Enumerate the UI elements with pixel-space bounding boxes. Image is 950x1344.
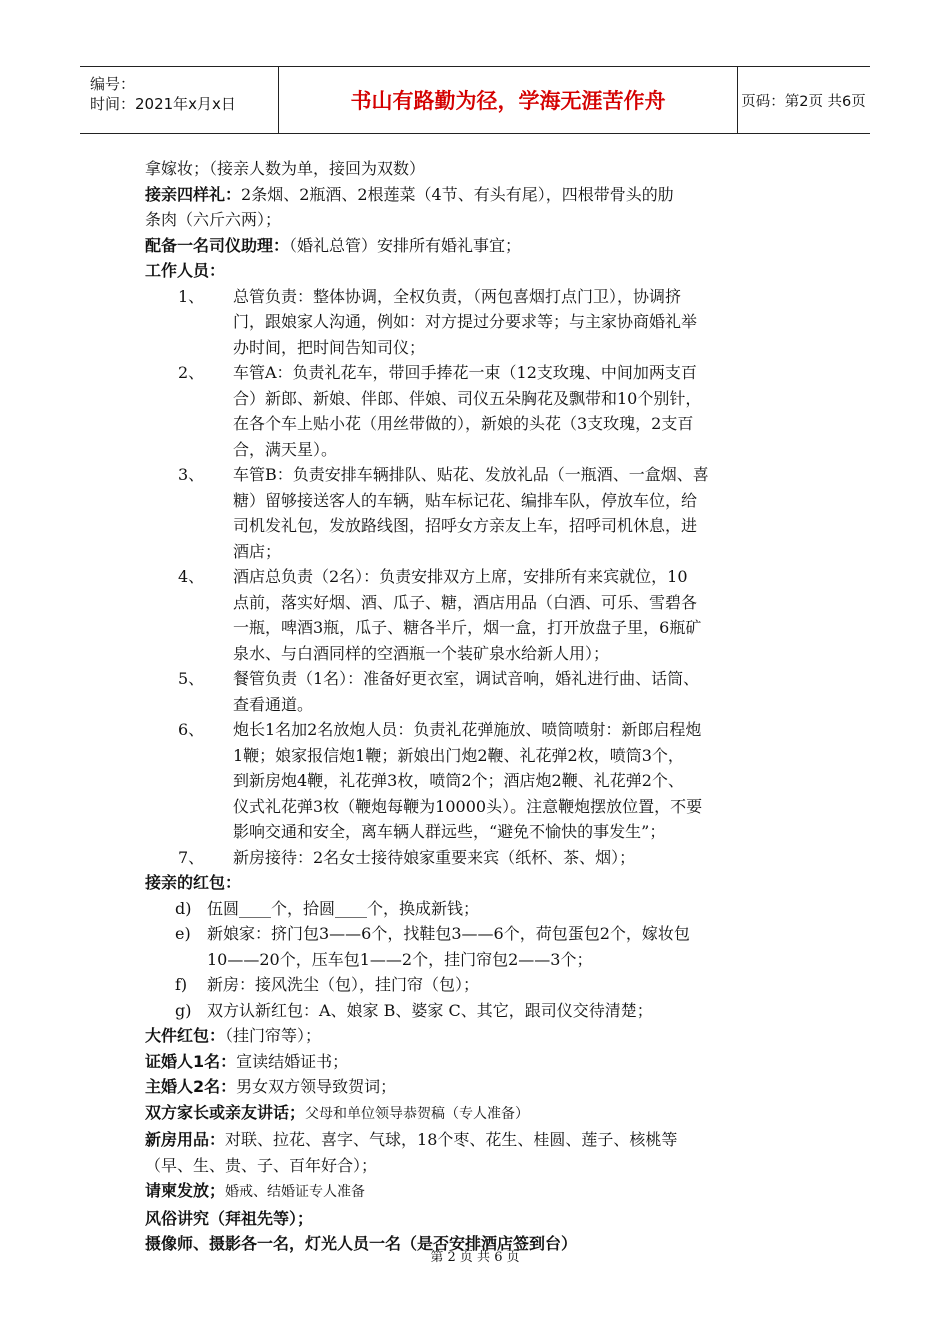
- paragraph-room: [145, 1127, 805, 1153]
- paragraph-big-redpacket: [145, 1023, 805, 1049]
- staff-item-line: 查看通道。: [233, 694, 314, 714]
- paragraph-speech: [145, 1100, 805, 1128]
- staff-title: 工作人员：: [145, 261, 226, 280]
- staff-item-number: 1、: [178, 286, 205, 306]
- redpacket-item-text: [207, 921, 805, 972]
- redpacket-item-letter: g): [175, 1000, 192, 1020]
- big-redpacket-title: 大件红包：: [145, 1026, 226, 1045]
- staff-item-line: 泉水、与白酒同样的空酒瓶一个装矿泉水给新人用）；: [233, 643, 610, 663]
- room-title: 新房用品：: [145, 1130, 226, 1149]
- staff-item-number: 6、: [178, 720, 205, 739]
- redpacket-item-line: 新房：接风洗尘（包），挂门帘（包）；: [207, 975, 480, 994]
- staff-item-line: 一瓶，啤酒3瓶，瓜子、糖各半斤，烟一盒，打开放盘子里，6瓶矿: [233, 618, 702, 637]
- room-text-cont: （早、生、贵、子、百年好合）；: [145, 1155, 378, 1175]
- staff-item-number: 3、: [178, 465, 205, 484]
- room-text: 对联、拉花、喜字、气球，18个枣、花生、桂圆、莲子、核桃等: [225, 1130, 678, 1149]
- document-body: [145, 156, 805, 1257]
- redpacket-item-text: [207, 998, 805, 1024]
- staff-item-line: 办时间，把时间告知司仪；: [233, 337, 426, 357]
- redpacket-item: [145, 998, 805, 1024]
- staff-item-text: [233, 360, 805, 462]
- staff-item-line: 合）新郎、新娘、伴郎、伴娘、司仪五朵胸花及飘带和10个别针，: [233, 388, 702, 408]
- staff-item-text: [233, 717, 805, 845]
- staff-item-line: 车管B：负责安排车辆排队、贴花、发放礼品（一瓶酒、一盒烟、喜: [233, 465, 709, 484]
- invite-title: 请柬发放；: [145, 1181, 226, 1200]
- redpacket-item: [145, 896, 805, 922]
- redpacket-list: [145, 896, 805, 1024]
- redpacket-item-letter: d): [175, 898, 192, 918]
- staff-item-text: [233, 462, 805, 564]
- staff-item-number: 7、: [178, 847, 205, 867]
- staff-item: [145, 717, 805, 845]
- redpacket-item-letter: e): [175, 924, 191, 943]
- staff-item-text: [233, 845, 805, 871]
- big-redpacket-text: （挂门帘等）；: [225, 1026, 322, 1045]
- doc-time-label: 时间：2021年x月x日: [90, 95, 236, 113]
- paragraph-invite: [145, 1178, 805, 1206]
- staff-item: [145, 284, 805, 361]
- staff-item-line: 1鞭；娘家报信炮1鞭；新娘出门炮2鞭、礼花弹2枚，喷筒3个，: [233, 745, 684, 765]
- gifts-title: 接亲四样礼：: [145, 184, 242, 204]
- staff-item-line: 车管A：负责礼花车，带回手捧花一束（12支玫瑰、中间加两支百: [233, 363, 697, 382]
- paragraph-witness: [145, 1049, 805, 1075]
- host-title: 主婚人2名：: [145, 1077, 237, 1096]
- paragraph-host: [145, 1074, 805, 1100]
- custom-title: 风俗讲究（拜祖先等）；: [145, 1208, 314, 1228]
- staff-item-text: [233, 564, 805, 666]
- speech-text: 父母和单位领导恭贺稿（专人准备）: [305, 1105, 530, 1122]
- photo-title: 摄像师、摄影各一名，灯光人员一名（是否安排酒店签到台）: [145, 1234, 578, 1253]
- staff-item-number: 2、: [178, 363, 205, 382]
- staff-item: [145, 360, 805, 462]
- redpacket-item-line: 双方认新红包：A、娘家 B、婆家 C、其它，跟司仪交待清楚；: [207, 1000, 653, 1020]
- gifts-text-cont: 条肉（六斤六两）；: [145, 210, 282, 229]
- staff-item: [145, 666, 805, 717]
- redpacket-item-line: 伍圆____个，拾圆____个，换成新钱；: [207, 898, 480, 918]
- gifts-text: 2条烟、2瓶酒、2根莲菜（4节、有头有尾），四根带骨头的肋: [241, 184, 674, 204]
- paragraph-gifts: [145, 182, 805, 208]
- staff-item: [145, 462, 805, 564]
- invite-text: 婚戒、结婚证专人准备: [225, 1184, 366, 1200]
- staff-item-line: 到新房炮4鞭，礼花弹3枚，喷筒2个；酒店炮2鞭、礼花弹2个、: [233, 771, 684, 790]
- staff-item-text: [233, 666, 805, 717]
- staff-item-line: 酒店总负责（2名）：负责安排双方上席，安排所有来宾就位，10: [233, 567, 688, 586]
- header-page-label: 页码：第2页 共6页: [741, 93, 866, 110]
- header-meta: [80, 67, 278, 133]
- witness-text: 宣读结婚证书；: [236, 1051, 349, 1071]
- staff-item-line: 糖）留够接送客人的车辆，贴车标记花、编排车队，停放车位，给: [233, 490, 698, 510]
- staff-item: [145, 845, 805, 871]
- staff-list: [145, 284, 805, 871]
- page-footer: 第 2 页 共 6 页: [430, 1250, 520, 1265]
- page-header: [80, 66, 870, 134]
- doc-number-label: 编号：: [90, 75, 136, 93]
- redpacket-item-letter: f): [175, 975, 188, 994]
- staff-item-line: 餐管负责（1名）：准备好更衣室，调试音响，婚礼进行曲、话筒、: [233, 669, 700, 688]
- assistant-title: 配备一名司仪助理：: [145, 235, 290, 255]
- paragraph-assistant: [145, 233, 805, 259]
- paragraph-dowry: 拿嫁妆；（接亲人数为单，接回为双数）: [145, 159, 426, 178]
- witness-title: 证婚人1名：: [145, 1051, 237, 1071]
- staff-item-line: 司机发礼包，发放路线图，招呼女方亲友上车，招呼司机休息，进: [233, 516, 698, 535]
- assistant-text: （婚礼总管）安排所有婚礼事宜；: [289, 235, 522, 255]
- host-text: 男女双方领导致贺词；: [236, 1077, 397, 1096]
- speech-title: 双方家长或亲友讲话；: [145, 1102, 306, 1122]
- redpacket-item-text: [207, 896, 805, 922]
- staff-item-line: 点前，落实好烟、酒、瓜子、糖，酒店用品（白酒、可乐、雪碧各: [233, 592, 698, 612]
- header-motto: 书山有路勤为径，学海无涯苦作舟: [278, 67, 738, 133]
- staff-item-line: 总管负责：整体协调，全权负责，（两包喜烟打点门卫），协调挤: [233, 286, 682, 306]
- staff-item-line: 在各个车上贴小花（用丝带做的），新娘的头花（3支玫瑰，2支百: [233, 414, 694, 433]
- staff-item-line: 仪式礼花弹3枚（鞭炮每鞭为10000头）。注意鞭炮摆放位置，不要: [233, 796, 703, 816]
- staff-item-number: 5、: [178, 669, 205, 688]
- redpacket-title: 接亲的红包：: [145, 873, 242, 892]
- staff-item-line: 新房接待：2名女士接待娘家重要来宾（纸杯、茶、烟）；: [233, 847, 636, 867]
- staff-item-line: 炮长1名加2名放炮人员：负责礼花弹施放、喷筒喷射：新郎启程炮: [233, 720, 702, 739]
- redpacket-item-line: 新娘家：挤门包3——6个，找鞋包3——6个，荷包蛋包2个，嫁妆包: [207, 924, 690, 943]
- staff-item: [145, 564, 805, 666]
- redpacket-item: [145, 921, 805, 972]
- redpacket-item: [145, 972, 805, 998]
- redpacket-item-line: 10——20个，压车包1——2个，挂门帘包2——3个；: [207, 949, 593, 969]
- staff-item-line: 影响交通和安全，离车辆人群远些，“避免不愉快的事发生”；: [233, 822, 666, 841]
- staff-item-line: 门，跟娘家人沟通，例如：对方提过分要求等；与主家协商婚礼举: [233, 312, 698, 331]
- redpacket-item-text: [207, 972, 805, 998]
- staff-item-line: 酒店；: [233, 541, 282, 561]
- staff-item-text: [233, 284, 805, 361]
- staff-item-number: 4、: [178, 567, 205, 586]
- staff-item-line: 合，满天星）。: [233, 439, 338, 459]
